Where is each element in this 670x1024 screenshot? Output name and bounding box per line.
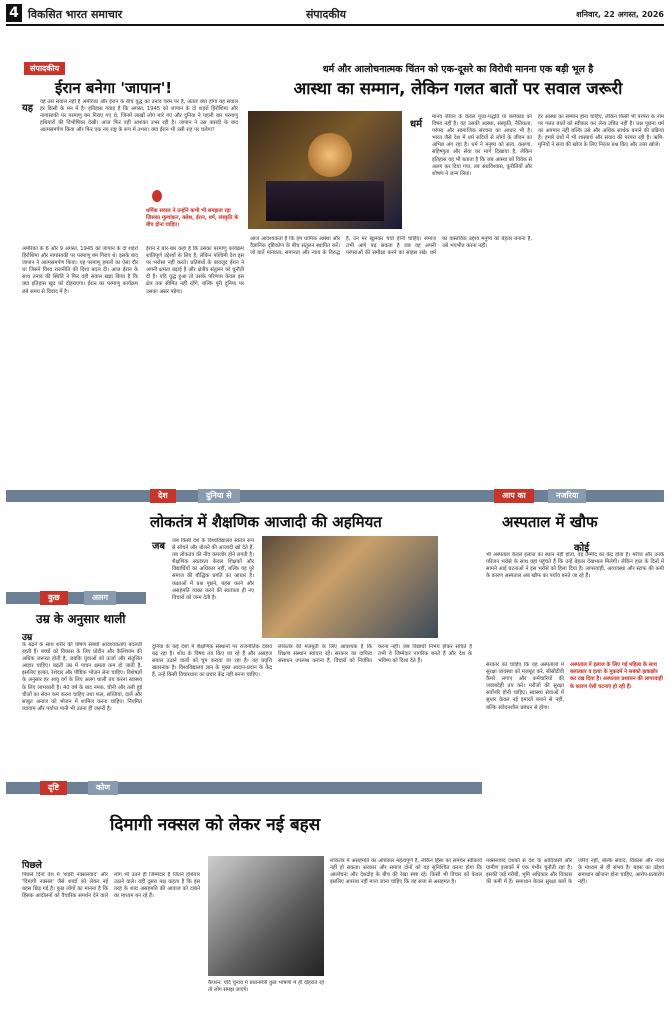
education-body-2: दुनिया के कई देशों में शैक्षणिक संस्थानों पर राजनीतिक दबाव बढ़ रहा है। शोध के विषय तय किए जा रहे हैं और असहज सवाल उठाने वालों को चुप कराया जा रहा है। यह प्रवृत्ति खतरनाक है। विश्वविद्यालय ज्ञान के मुक्त आदान-प्रदान के केंद्र हैं, उन्हें किसी विचारधारा का प्रचार केंद्र नहीं बनना चाहिए। bbox=[152, 644, 272, 679]
hospital-dropcap: कोई bbox=[574, 543, 590, 554]
iran-headline: ईरान बनेगा 'जापान'! bbox=[55, 79, 173, 97]
naxal-illustration bbox=[208, 856, 324, 976]
iran-quote: धर्मिक सवाल ने उन्होंने कभी भी समझता रहा जिसका मूल्यांकन, क्लेश, ईरान, धर्म, संस्कृति के बीच होना चाहिए। bbox=[146, 208, 239, 229]
education-body-3: लोकतंत्र की मजबूती के लिए आवश्यक है कि शिक्षण संस्थान स्वायत्त रहें। सरकार का दायित्व संसाधन उपलब्ध कराना है, विचारों को नियंत्रित करना नहीं। जब विद्यार्थी निर्भय होकर सोचते हैं तभी वे जिम्मेदार नागरिक बनते हैं और देश के भविष्य को दिशा देते हैं। bbox=[278, 644, 472, 665]
najariya-tag: नजरिया bbox=[548, 489, 586, 503]
top-story-body-2: हर आस्था का सम्मान होना चाहिए, लेकिन किसी भी परंपरा के नाम पर गलत बातों को स्वीकार कर लेना उचित नहीं है। प्रश्न पूछना धर्म का अपमान नहीं बल्कि उसे और अधिक सार्थक बनाने की प्रक्रिया है। हमारे ग्रंथों में भी शास्त्रार्थ और संवाद की परंपरा रही है। ऋषि-मुनियों ने सत्य की खोज के लिए निरंतर प्रश्न किए और उत्तर खोजे। bbox=[538, 114, 664, 149]
flame-icon bbox=[152, 190, 162, 202]
top-story-dropcap: धर्म bbox=[410, 119, 423, 130]
kon-tag: कोण bbox=[88, 781, 118, 795]
hospital-quote: अस्पताल में इलाज के लिए गई महिला के साथ बलात्कार व हत्या के मुकदमें ने सबको झकझोर कर रख दिया है। अस्पताल प्रशासन की लापरवाही के कारण ऐसी घटनाएं हो रही हैं। bbox=[570, 662, 663, 690]
section-bar-drishti bbox=[6, 782, 482, 794]
duniya-tag: दुनिया से bbox=[198, 489, 240, 503]
age-headline: उम्र के अनुसार थाली bbox=[36, 612, 126, 626]
education-dropcap: जब bbox=[152, 541, 166, 552]
age-body: के बढ़ने के साथ शरीर की पोषण संबंधी आवश्यकताएं बदलती रहती हैं। बच्चों को विकास के लिए प्रोटीन और कैल्शियम की अधिक जरूरत होती है, जबकि युवाओं को ऊर्जा और संतुलित आहार चाहिए। बढ़ती उम्र में पाचन क्षमता कम हो जाती है, इसलिए हल्का, रेशेदार और पौष्टिक भोजन लेना चाहिए। विशेषज्ञों के अनुसार हर आयु वर्ग के लिए अलग थाली तय करना स्वास्थ्य के लिए लाभकारी है। 40 वर्ष के बाद नमक, चीनी और तली हुई चीजों का सेवन कम करना चाहिए तथा फल, सब्जियां, दालें और साबुत अनाज को भोजन में शामिल करना चाहिए। नियमित व्यायाम और पर्याप्त पानी भी उतना ही जरूरी है। bbox=[22, 642, 142, 712]
hospital-body-2: सरकार को चाहिए कि वह अस्पतालों में सुरक्षा व्यवस्था को मजबूत करे, सीसीटीवी कैमरे लगाए और कर्मचारियों की जवाबदेही तय करे। मरीजों की सुरक्षा सर्वोपरि होनी चाहिए। स्वास्थ्य सेवाओं में सुधार केवल नई इमारतें बनाने से नहीं, बल्कि संवेदनशील प्रबंधन से होगा। bbox=[486, 662, 564, 711]
drishti-tag: दृष्टि bbox=[40, 781, 67, 795]
hospital-headline: अस्पताल में खौफ bbox=[502, 513, 598, 531]
top-story-body-3: आज आवश्यकता है कि हम धार्मिक आस्था और वैज्ञानिक दृष्टिकोण के बीच संतुलन स्थापित करें। जो बातें मानवता, समानता और न्याय के विरुद्ध हैं, उन पर खुलकर चर्चा होनी चाहिए। समाज तभी आगे बढ़ सकता है जब वह अपनी परंपराओं की समीक्षा करने का साहस रखे। धर्म का वास्तविक उद्देश्य मनुष्य को बेहतर बनाना है, उसे भयभीत करना नहीं। bbox=[250, 236, 532, 257]
section-bar-kuch bbox=[6, 592, 146, 604]
masthead bbox=[6, 4, 664, 26]
iran-body-3: ईरान ने बार-बार कहा है कि उसका परमाणु कार्यक्रम शांतिपूर्ण उद्देश्यों के लिए है, लेकिन पश्चिमी देश इस पर भरोसा नहीं करते। प्रतिबंधों के बावजूद ईरान ने अपनी क्षमता बढ़ाई है और क्षेत्रीय संतुलन को चुनौती दी है। यदि युद्ध हुआ तो उसके परिणाम केवल इस क्षेत्र तक सीमित नहीं रहेंगे, बल्कि पूरी दुनिया पर उसका असर पड़ेगा। bbox=[146, 246, 244, 295]
desh-tag: देश bbox=[150, 489, 176, 503]
paper-name: विकसित भारत समाचार bbox=[28, 8, 123, 21]
education-body-1: जब किसी देश के विश्वविद्यालय स्वतंत्र रूप से सोचने और बोलने की आजादी खो देते हैं, तब लोकतंत्र की नींव कमजोर होने लगती है। शैक्षणिक स्वतंत्रता केवल शिक्षकों और विद्यार्थियों का अधिकार नहीं, बल्कि यह पूरे समाज की बौद्धिक प्रगति का आधार है। कक्षाओं में प्रश्न पूछने, बहस करने और असहमति व्यक्त करने की स्वतंत्रता ही नए विचारों को जन्म देती है। bbox=[172, 538, 254, 601]
kuch-tag: कुछ bbox=[40, 591, 68, 605]
naxal-body-1: पिछले दिनों देश में 'शहरी नक्सलवाद' और 'दिमागी नक्सल' जैसे शब्दों को लेकर नई बहस छिड़ गई है। कुछ लोगों का मानना है कि हिंसक आंदोलनों को वैचारिक समर्थन देने वाले लोग भी उतने ही जिम्मेदार हैं जितने हथियार उठाने वाले। वहीं दूसरा पक्ष कहता है कि इस तरह के शब्द असहमति की आवाज को दबाने का माध्यम बन रहे हैं। bbox=[22, 872, 200, 900]
top-story-body-1: मानव जीवन के केवल पूजा-पद्धति या कर्मकांड का विषय नहीं है। यह उसकी आस्था, संस्कृति, नैतिकता, परंपरा और सामाजिक संरचना का आधार भी है। भारत जैसे देश में धर्म सदियों से लोगों के जीवन का अभिन्न अंग रहा है। धर्म ने मनुष्य को सत्य, करुणा, सहिष्णुता और सेवा का मार्ग दिखाया है, लेकिन इतिहास यह भी बताता है कि जब आस्था को विवेक से अलग कर दिया गया, तब अंधविश्वास, कुरीतियों और शोषण ने जन्म लिया। bbox=[432, 114, 532, 177]
alag-tag: अलग bbox=[84, 591, 116, 605]
naxal-dropcap: पिछले bbox=[22, 861, 42, 871]
faith-illustration bbox=[248, 111, 402, 229]
students-photo bbox=[262, 536, 438, 638]
top-story-headline: आस्था का सम्मान, लेकिन गलत बातों पर सवाल जरूरी bbox=[293, 79, 623, 98]
naxal-body-2: लोकतंत्र में असहमति का अधिकार महत्वपूर्ण है, लेकिन हिंसा का समर्थन स्वीकार्य नहीं हो सकता। सरकार और समाज दोनों को यह सुनिश्चित करना होगा कि आलोचना और देशद्रोह के बीच की रेखा स्पष्ट रहे। किसी भी विचार को केवल इसलिए अपराध नहीं माना जाना चाहिए कि वह सत्ता से असहमत है। bbox=[330, 858, 482, 886]
naxal-caption: कैप्शन: यदि चुनाव में प्रधानमंत्री कुछ भाषणों में ही दोहराते रहे तो लोग समझ जाएंगे। bbox=[208, 980, 324, 994]
hospital-body-1: भी अस्पताल केवल इलाज का स्थान नहीं होता, वह उम्मीद का केंद्र होता है। मरीज और उनके परिजन भरोसे के साथ वहां पहुंचते हैं कि उन्हें बेहतर देखभाल मिलेगी। लेकिन हाल के दिनों में सामने आई घटनाओं ने इस भरोसे को हिला दिया है। लापरवाही, अव्यवस्था और स्टाफ की कमी के कारण अस्पताल अब खौफ का पर्याय बनते जा रहे हैं। bbox=[486, 552, 664, 580]
issue-date: शनिवार, 22 अगस्त, 2026 bbox=[576, 10, 664, 19]
top-story-kicker: धर्म और आलोचनात्मक चिंतन को एक-दूसरे का विरोधी मानना एक बड़ी भूल है bbox=[322, 64, 594, 75]
page-number: 4 bbox=[6, 4, 22, 22]
age-dropcap: उम्र bbox=[22, 633, 33, 643]
sampadkiya-tag: संपादकीय bbox=[24, 62, 65, 75]
aapka-tag: आप का bbox=[494, 489, 534, 503]
iran-dropcap: यह bbox=[22, 103, 34, 114]
section-title: संपादकीय bbox=[306, 8, 347, 21]
naxal-body-3: नक्सलवाद दशकों से देश के आदिवासी और ग्रामीण इलाकों में एक गंभीर चुनौती रहा है। इसकी जड़ें गरीबी, भूमि अधिकार और विकास की कमी में हैं। समाधान केवल सुरक्षा बलों के जरिए नहीं, बल्कि संवाद, विकास और न्याय के माध्यम से ही संभव है। बहस का उद्देश्य समाधान खोजना होना चाहिए, आरोप-प्रत्यारोप नहीं। bbox=[486, 858, 664, 886]
iran-body-2: अमेरिका के 6 और 9 अगस्त, 1945 को जापान के दो शहरों हिरोशिमा और नागासाकी पर परमाणु बम गिराए थे। इसके बाद जापान ने आत्मसमर्पण किया। यह परमाणु हमलों का ऐसा दौर था जिसने विश्व राजनीति की दिशा बदल दी। आज ईरान के साथ तनाव की स्थिति ने फिर वही सवाल खड़ा किया है कि क्या इतिहास खुद को दोहराएगा। ईरान का परमाणु कार्यक्रम लंबे समय से विवाद में है। bbox=[22, 246, 138, 295]
education-headline: लोकतंत्र में शैक्षणिक आजादी की अहमियत bbox=[150, 513, 382, 531]
naxal-headline: दिमागी नक्सल को लेकर नई बहस bbox=[110, 815, 321, 835]
iran-body-1: वह उस सवाल नहीं है अमेरिका और ईरान के बीच युद्ध का तनाव चरम पर है, अंततः क्या होगा यह सवाल हर किसी के मन में है। इतिहास गवाह है कि अगस्त, 1945 को जापान के दो शहरों हिरोशिमा और नागासाकी पर परमाणु बम गिराए गए थे, जिनमें लाखों लोग मारे गए और दुनिया ने पहली बार परमाणु हथियारों की विभीषिका देखी। आज फिर वही आशंका उभर रही है। जापान ने उस त्रासदी के बाद आत्मसमर्पण किया और फिर एक नए राष्ट्र के रूप में उभरा। क्या ईरान भी उसी राह पर चलेगा? bbox=[40, 99, 238, 134]
